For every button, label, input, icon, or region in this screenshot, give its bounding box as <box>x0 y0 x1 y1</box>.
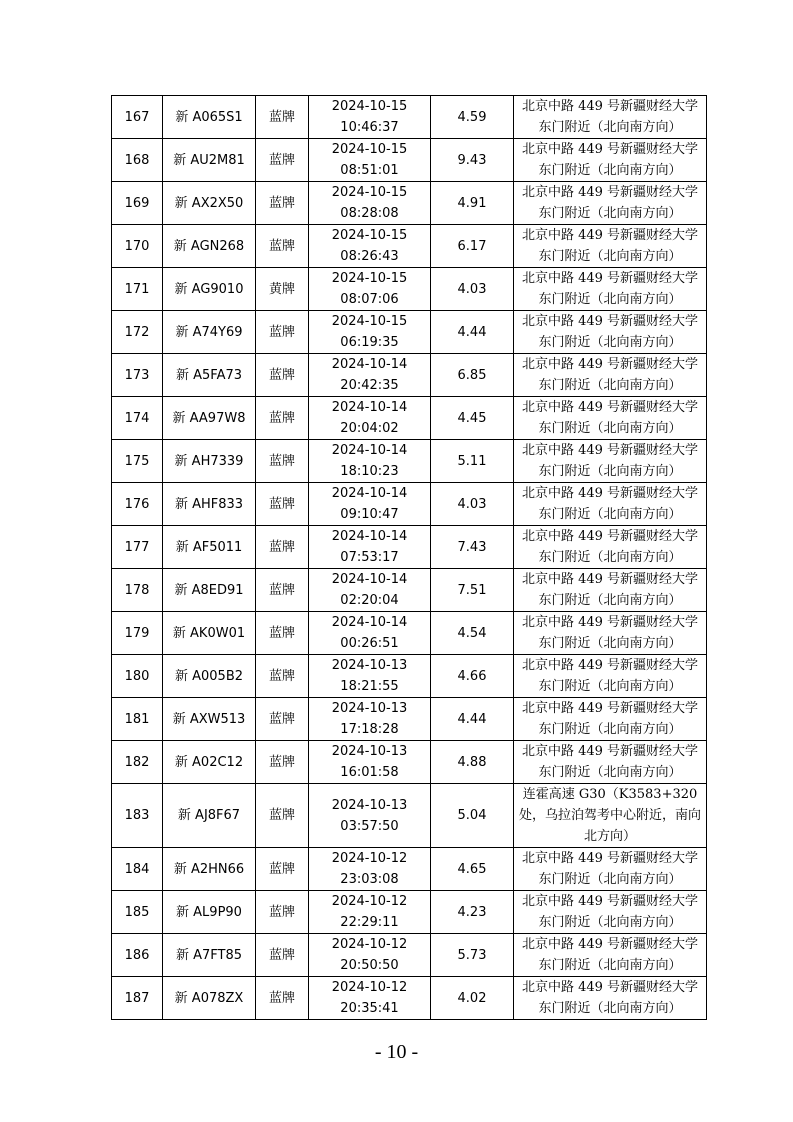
table-row <box>112 784 707 848</box>
time-text: 09:10:47 <box>340 507 399 522</box>
time-text: 02:20:04 <box>340 593 399 608</box>
datetime-cell <box>309 655 431 698</box>
datetime-cell <box>309 848 431 891</box>
value-cell: 4.59 <box>431 96 514 139</box>
table-row <box>112 225 707 268</box>
date-text: 2024-10-13 <box>331 744 408 759</box>
value-cell: 4.45 <box>431 397 514 440</box>
row-number-cell: 169 <box>112 182 163 225</box>
date-text: 2024-10-15 <box>331 99 408 114</box>
datetime-cell <box>309 741 431 784</box>
plate-number-cell: 新 AH7339 <box>163 440 256 483</box>
plate-number-cell: 新 AHF833 <box>163 483 256 526</box>
date-text: 2024-10-15 <box>331 271 408 286</box>
value-cell: 7.51 <box>431 569 514 612</box>
row-number-cell: 174 <box>112 397 163 440</box>
value-cell: 4.54 <box>431 612 514 655</box>
row-number-cell: 185 <box>112 891 163 934</box>
value-cell: 4.03 <box>431 268 514 311</box>
plate-number-cell: 新 A078ZX <box>163 977 256 1020</box>
time-text: 00:26:51 <box>340 636 399 651</box>
row-number-cell: 182 <box>112 741 163 784</box>
datetime-cell <box>309 182 431 225</box>
date-text: 2024-10-12 <box>331 894 408 909</box>
value-cell: 4.91 <box>431 182 514 225</box>
value-cell: 4.88 <box>431 741 514 784</box>
time-text: 16:01:58 <box>340 765 399 780</box>
time-text: 23:03:08 <box>340 872 399 887</box>
time-text: 08:07:06 <box>340 292 399 307</box>
table-row <box>112 612 707 655</box>
row-number-cell: 173 <box>112 354 163 397</box>
date-text: 2024-10-12 <box>331 851 408 866</box>
date-text: 2024-10-13 <box>331 797 408 813</box>
table-row <box>112 354 707 397</box>
value-cell: 4.02 <box>431 977 514 1020</box>
row-number-cell: 167 <box>112 96 163 139</box>
plate-number-cell: 新 A065S1 <box>163 96 256 139</box>
plate-color-cell: 蓝牌 <box>256 848 309 891</box>
location-cell: 北京中路 449 号新疆财经大学东门附近（北向南方向） <box>514 440 707 483</box>
date-text: 2024-10-14 <box>331 357 408 372</box>
table-row <box>112 483 707 526</box>
datetime-cell <box>309 397 431 440</box>
value-cell: 7.43 <box>431 526 514 569</box>
location-cell: 北京中路 449 号新疆财经大学东门附近（北向南方向） <box>514 397 707 440</box>
plate-color-cell: 蓝牌 <box>256 397 309 440</box>
table-row <box>112 440 707 483</box>
datetime-cell <box>309 612 431 655</box>
location-cell: 北京中路 449 号新疆财经大学东门附近（北向南方向） <box>514 483 707 526</box>
date-text: 2024-10-14 <box>331 529 408 544</box>
value-cell: 4.03 <box>431 483 514 526</box>
location-cell: 北京中路 449 号新疆财经大学东门附近（北向南方向） <box>514 225 707 268</box>
plate-color-cell: 蓝牌 <box>256 225 309 268</box>
row-number-cell: 184 <box>112 848 163 891</box>
table-row <box>112 569 707 612</box>
date-text: 2024-10-14 <box>331 443 408 458</box>
plate-color-cell: 蓝牌 <box>256 526 309 569</box>
plate-number-cell: 新 AJ8F67 <box>163 784 256 848</box>
value-cell: 4.66 <box>431 655 514 698</box>
table-row <box>112 655 707 698</box>
row-number-cell: 170 <box>112 225 163 268</box>
row-number-cell: 179 <box>112 612 163 655</box>
plate-color-cell: 蓝牌 <box>256 182 309 225</box>
location-cell: 北京中路 449 号新疆财经大学东门附近（北向南方向） <box>514 569 707 612</box>
datetime-cell <box>309 891 431 934</box>
location-cell: 北京中路 449 号新疆财经大学东门附近（北向南方向） <box>514 934 707 977</box>
plate-color-cell: 蓝牌 <box>256 96 309 139</box>
table-row <box>112 891 707 934</box>
row-number-cell: 176 <box>112 483 163 526</box>
row-number-cell: 183 <box>112 784 163 848</box>
date-text: 2024-10-14 <box>331 615 408 630</box>
plate-color-cell: 蓝牌 <box>256 483 309 526</box>
value-cell: 5.73 <box>431 934 514 977</box>
plate-number-cell: 新 A5FA73 <box>163 354 256 397</box>
table-row <box>112 96 707 139</box>
page-number: - 10 - <box>374 1041 419 1063</box>
datetime-cell <box>309 440 431 483</box>
table-row <box>112 698 707 741</box>
row-number-cell: 172 <box>112 311 163 354</box>
plate-color-cell: 蓝牌 <box>256 311 309 354</box>
time-text: 20:50:50 <box>340 958 399 973</box>
location-cell: 北京中路 449 号新疆财经大学东门附近（北向南方向） <box>514 977 707 1020</box>
location-cell: 北京中路 449 号新疆财经大学东门附近（北向南方向） <box>514 848 707 891</box>
value-cell: 6.85 <box>431 354 514 397</box>
plate-number-cell: 新 AL9P90 <box>163 891 256 934</box>
date-text: 2024-10-13 <box>331 658 408 673</box>
location-cell: 北京中路 449 号新疆财经大学东门附近（北向南方向） <box>514 891 707 934</box>
datetime-cell <box>309 698 431 741</box>
plate-number-cell: 新 AU2M81 <box>163 139 256 182</box>
row-number-cell: 180 <box>112 655 163 698</box>
value-cell: 9.43 <box>431 139 514 182</box>
datetime-cell <box>309 934 431 977</box>
table-row <box>112 182 707 225</box>
date-text: 2024-10-15 <box>331 228 408 243</box>
plate-color-cell: 蓝牌 <box>256 891 309 934</box>
table-row <box>112 268 707 311</box>
time-text: 10:46:37 <box>340 120 399 135</box>
plate-number-cell: 新 AXW513 <box>163 698 256 741</box>
plate-color-cell: 蓝牌 <box>256 784 309 848</box>
table-row <box>112 741 707 784</box>
location-cell: 北京中路 449 号新疆财经大学东门附近（北向南方向） <box>514 182 707 225</box>
time-text: 08:26:43 <box>340 249 399 264</box>
time-text: 03:57:50 <box>340 818 399 834</box>
location-cell: 北京中路 449 号新疆财经大学东门附近（北向南方向） <box>514 96 707 139</box>
datetime-cell <box>309 784 431 848</box>
table-row <box>112 139 707 182</box>
row-number-cell: 168 <box>112 139 163 182</box>
row-number-cell: 175 <box>112 440 163 483</box>
time-text: 20:42:35 <box>340 378 399 393</box>
row-number-cell: 187 <box>112 977 163 1020</box>
date-text: 2024-10-14 <box>331 572 408 587</box>
value-cell: 5.11 <box>431 440 514 483</box>
value-cell: 4.65 <box>431 848 514 891</box>
plate-number-cell: 新 A005B2 <box>163 655 256 698</box>
datetime-cell <box>309 311 431 354</box>
datetime-cell <box>309 526 431 569</box>
table-row <box>112 977 707 1020</box>
location-cell: 连霍高速 G30（K3583+320 处，乌拉泊驾考中心附近，南向北方向） <box>514 784 707 848</box>
plate-number-cell: 新 A02C12 <box>163 741 256 784</box>
datetime-cell <box>309 225 431 268</box>
plate-color-cell: 黄牌 <box>256 268 309 311</box>
value-cell: 4.44 <box>431 311 514 354</box>
plate-number-cell: 新 AG9010 <box>163 268 256 311</box>
location-cell: 北京中路 449 号新疆财经大学东门附近（北向南方向） <box>514 741 707 784</box>
time-text: 08:28:08 <box>340 206 399 221</box>
plate-number-cell: 新 A7FT85 <box>163 934 256 977</box>
time-text: 20:35:41 <box>340 1001 399 1016</box>
date-text: 2024-10-12 <box>331 937 408 952</box>
location-cell: 北京中路 449 号新疆财经大学东门附近（北向南方向） <box>514 655 707 698</box>
date-text: 2024-10-14 <box>331 400 408 415</box>
plate-color-cell: 蓝牌 <box>256 741 309 784</box>
location-cell: 北京中路 449 号新疆财经大学东门附近（北向南方向） <box>514 354 707 397</box>
datetime-cell <box>309 569 431 612</box>
value-cell: 5.04 <box>431 784 514 848</box>
plate-color-cell: 蓝牌 <box>256 698 309 741</box>
location-cell: 北京中路 449 号新疆财经大学东门附近（北向南方向） <box>514 139 707 182</box>
time-text: 06:19:35 <box>340 335 399 350</box>
row-number-cell: 181 <box>112 698 163 741</box>
plate-number-cell: 新 A74Y69 <box>163 311 256 354</box>
time-text: 07:53:17 <box>340 550 399 565</box>
time-text: 22:29:11 <box>340 915 399 930</box>
datetime-cell <box>309 96 431 139</box>
date-text: 2024-10-15 <box>331 142 408 157</box>
plate-color-cell: 蓝牌 <box>256 440 309 483</box>
plate-color-cell: 蓝牌 <box>256 354 309 397</box>
plate-number-cell: 新 A8ED91 <box>163 569 256 612</box>
value-cell: 6.17 <box>431 225 514 268</box>
location-cell: 北京中路 449 号新疆财经大学东门附近（北向南方向） <box>514 268 707 311</box>
datetime-cell <box>309 483 431 526</box>
table-row <box>112 526 707 569</box>
plate-color-cell: 蓝牌 <box>256 569 309 612</box>
row-number-cell: 186 <box>112 934 163 977</box>
value-cell: 4.23 <box>431 891 514 934</box>
table-row <box>112 397 707 440</box>
plate-color-cell: 蓝牌 <box>256 139 309 182</box>
date-text: 2024-10-14 <box>331 486 408 501</box>
plate-number-cell: 新 AK0W01 <box>163 612 256 655</box>
time-text: 20:04:02 <box>340 421 399 436</box>
plate-color-cell: 蓝牌 <box>256 934 309 977</box>
plate-color-cell: 蓝牌 <box>256 655 309 698</box>
datetime-cell <box>309 354 431 397</box>
row-number-cell: 171 <box>112 268 163 311</box>
datetime-cell <box>309 268 431 311</box>
location-cell: 北京中路 449 号新疆财经大学东门附近（北向南方向） <box>514 526 707 569</box>
date-text: 2024-10-15 <box>331 314 408 329</box>
time-text: 18:10:23 <box>340 464 399 479</box>
row-number-cell: 177 <box>112 526 163 569</box>
plate-number-cell: 新 AF5011 <box>163 526 256 569</box>
date-text: 2024-10-15 <box>331 185 408 200</box>
datetime-cell <box>309 139 431 182</box>
datetime-cell <box>309 977 431 1020</box>
date-text: 2024-10-13 <box>331 701 408 716</box>
location-cell: 北京中路 449 号新疆财经大学东门附近（北向南方向） <box>514 311 707 354</box>
plate-number-cell: 新 AA97W8 <box>163 397 256 440</box>
plate-color-cell: 蓝牌 <box>256 612 309 655</box>
time-text: 08:51:01 <box>340 163 399 178</box>
table-body <box>112 96 707 1020</box>
table-row <box>112 311 707 354</box>
location-cell: 北京中路 449 号新疆财经大学东门附近（北向南方向） <box>514 612 707 655</box>
plate-number-cell: 新 AX2X50 <box>163 182 256 225</box>
row-number-cell: 178 <box>112 569 163 612</box>
time-text: 17:18:28 <box>340 722 399 737</box>
location-cell: 北京中路 449 号新疆财经大学东门附近（北向南方向） <box>514 698 707 741</box>
table-row <box>112 934 707 977</box>
time-text: 18:21:55 <box>340 679 399 694</box>
violation-records-table <box>111 95 707 1020</box>
value-cell: 4.44 <box>431 698 514 741</box>
plate-color-cell: 蓝牌 <box>256 977 309 1020</box>
table-row <box>112 848 707 891</box>
date-text: 2024-10-12 <box>331 980 408 995</box>
plate-number-cell: 新 AGN268 <box>163 225 256 268</box>
plate-number-cell: 新 A2HN66 <box>163 848 256 891</box>
